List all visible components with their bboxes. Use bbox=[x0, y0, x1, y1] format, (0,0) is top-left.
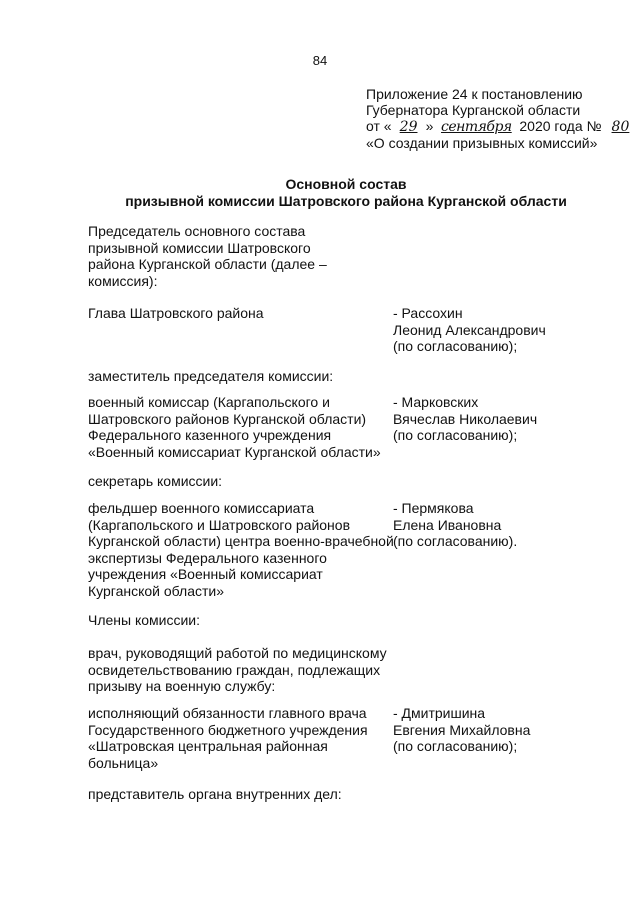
deputy-position: военный комиссар (Каргапольского и Шатровского районов Курганской области) Федерального казенного учреждения «Военный комиссариат Курганской области» bbox=[88, 394, 381, 460]
police-header: представитель органа внутренних дел: bbox=[88, 786, 342, 802]
chairman-position: Глава Шатровского района bbox=[88, 305, 264, 321]
secretary-position: фельдшер военного комиссариата (Каргапольского и Шатровского районов Курганской области) центра военно-врачебной экспертизы Федерального казенного учреждения «Военный комиссариат Курганской области» bbox=[88, 500, 394, 599]
title-line-1: Основной состав bbox=[285, 176, 407, 192]
annex-line-3 bbox=[366, 118, 631, 135]
secretary-person: - Пермякова Елена Ивановна (по согласованию). bbox=[393, 500, 518, 549]
chairman-person: - Рассохин Леонид Александрович (по согласованию); bbox=[393, 305, 546, 354]
annex-line-2: Губернатора Курганской области bbox=[366, 102, 581, 118]
deputy-header: заместитель председателя комиссии: bbox=[88, 368, 334, 384]
members-header: Члены комиссии: bbox=[88, 612, 201, 628]
date-quote-close: » bbox=[425, 118, 434, 134]
handwritten-day: 29 bbox=[399, 119, 418, 135]
doctor-position: исполняющий обязанности главного врача Государственного бюджетного учреждения «Шатровская центральная районная больница» bbox=[88, 705, 368, 771]
document-title bbox=[0, 176, 640, 210]
annex-header bbox=[366, 86, 631, 151]
title-line-2: призывной комиссии Шатровского района Курганской области bbox=[125, 193, 567, 209]
chairman-header: Председатель основного состава призывной комиссии Шатровского района Курганской области (далее – комиссия): bbox=[88, 223, 327, 289]
handwritten-month: сентября bbox=[441, 119, 512, 135]
handwritten-decree-number: 80 bbox=[611, 119, 630, 135]
doctor-person: - Дмитришина Евгения Михайловна (по согласованию); bbox=[393, 705, 531, 754]
annex-line-1: Приложение 24 к постановлению bbox=[366, 86, 583, 102]
deputy-person: - Марковских Вячеслав Николаевич (по согласованию); bbox=[393, 394, 538, 443]
date-prefix: от « bbox=[366, 118, 392, 134]
page-number: 84 bbox=[312, 53, 328, 68]
date-middle: 2020 года № bbox=[519, 118, 602, 134]
secretary-header: секретарь комиссии: bbox=[88, 473, 223, 489]
doctor-header: врач, руководящий работой по медицинскому освидетельствованию граждан, подлежащих призыву на военную службу: bbox=[88, 645, 387, 694]
annex-line-4: «О создании призывных комиссий» bbox=[366, 135, 598, 151]
